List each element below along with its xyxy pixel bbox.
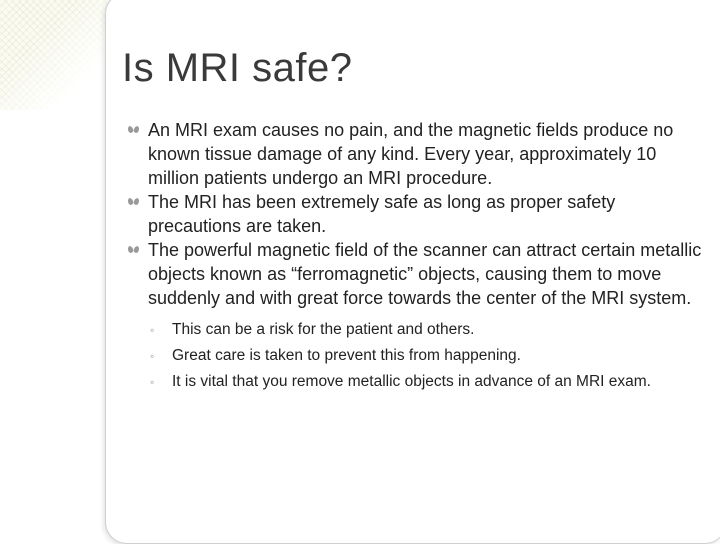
circle-bullet-icon: ◦: [150, 375, 155, 389]
slide-title: Is MRI safe?: [122, 46, 353, 90]
sub-bullet-item: [148, 346, 703, 366]
bullet-text: An MRI exam causes no pain, and the magnetic fields produce no known tissue damage of any kind. Every year, approximately 10 million patients undergo an MRI procedure.: [148, 120, 674, 188]
leaf-bullet-icon: [128, 198, 140, 205]
bullet-text: The MRI has been extremely safe as long as proper safety precautions are taken.: [148, 192, 616, 236]
bullet-item: [128, 190, 703, 238]
sub-bullet-text: Great care is taken to prevent this from happening.: [172, 347, 521, 364]
sub-bullet-text: It is vital that you remove metallic objects in advance of an MRI exam.: [172, 373, 651, 390]
sub-bullet-list: [148, 320, 703, 392]
sub-bullet-item: [148, 320, 703, 340]
leaf-bullet-icon: [128, 246, 140, 253]
bullet-text: The powerful magnetic field of the scanner can attract certain metallic objects known as “ferromagnetic” objects, causing them to move suddenly and with great force towards the center of the MRI system.: [148, 240, 702, 308]
bullet-item: [128, 238, 703, 310]
leaf-bullet-icon: [128, 126, 140, 133]
sub-bullet-text: This can be a risk for the patient and others.: [172, 321, 475, 338]
bullet-item: [128, 118, 703, 190]
circle-bullet-icon: ◦: [150, 323, 155, 337]
sub-bullet-item: [148, 372, 703, 392]
corner-pattern: [0, 0, 110, 110]
circle-bullet-icon: ◦: [150, 349, 155, 363]
bullet-list: [128, 118, 703, 398]
